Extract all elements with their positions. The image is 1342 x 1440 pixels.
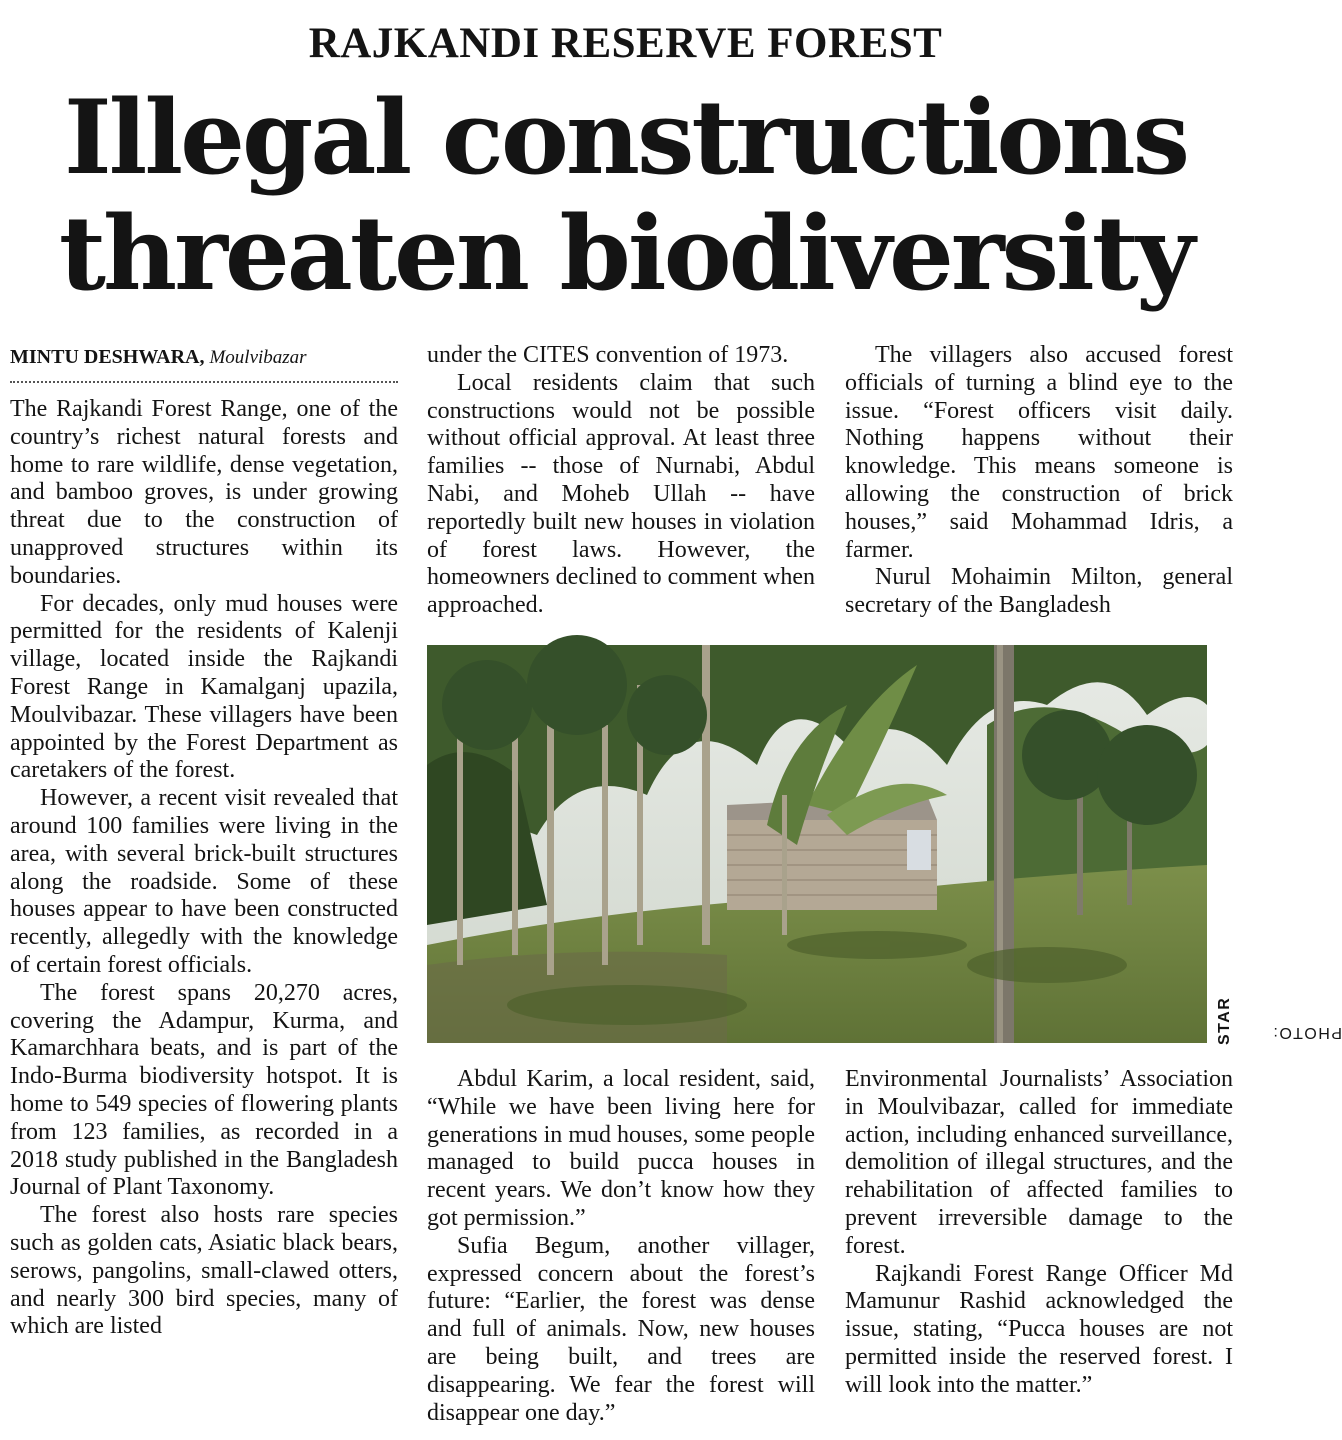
forest-house-photo [427, 645, 1207, 1043]
photo-credit-label: PHOTO: [1271, 1024, 1342, 1041]
photo-credit-source: STAR [1216, 996, 1233, 1045]
paragraph: Nurul Mohaimin Milton, general secretary of the Bangladesh [845, 564, 1233, 619]
photo-credit [1212, 915, 1342, 1045]
headline-line-2: threaten biodiversity [58, 194, 1193, 314]
paragraph: Local residents claim that such constructions would not be possible without official approval. At least three families -- those of Nurnabi, Abdul Nabi, and Moheb Ullah -- have reportedly built new houses in violation of forest laws. However, the homeowners declined to comment when approached. [427, 369, 815, 619]
article-column-2-top [427, 342, 815, 620]
paragraph: The Rajkandi Forest Range, one of the country’s richest natural forests and home to rare wildlife, dense vegetation, and bamboo groves, is under growing threat due to the construction of unapproved structures within its boundaries. [10, 396, 398, 589]
headline-line-1: Illegal constructions [63, 78, 1188, 198]
paragraph: For decades, only mud houses were permitted for the residents of Kalenji village, located inside the Rajkandi Forest Range in Kamalganj upazila, Moulvibazar. These villagers have been appointed by the Forest Department as caretakers of the forest. [10, 590, 398, 784]
paragraph: Abdul Karim, a local resident, said, “While we have been living here for generations in mud houses, some people managed to build pucca houses in recent years. We don’t know how they got permission.” [427, 1066, 815, 1231]
paragraph: Rajkandi Forest Range Officer Md Mamunur Rashid acknowledged the issue, stating, “Pucca houses are not permitted inside the reserved forest. I will look into the matter.” [845, 1260, 1233, 1398]
photo-credit-text [1212, 996, 1342, 1045]
paragraph: The villagers also accused forest officials of turning a blind eye to the issue. “Forest officers visit daily. Nothing happens without their knowledge. This means someone is allowing the construction of brick houses,” said Mohammad Idris, a farmer. [845, 342, 1233, 563]
section-kicker: RAJKANDI RESERVE FOREST [308, 20, 943, 67]
paragraph: Environmental Journalists’ Association in Moulvibazar, called for immediate action, including enhanced surveillance, demolition of illegal structures, and the rehabilitation of affected families to prevent irreversible damage to the forest. [845, 1066, 1233, 1259]
byline [10, 344, 398, 383]
paragraph: under the CITES convention of 1973. [427, 342, 789, 368]
article-column-2-bottom [427, 1066, 815, 1427]
dateline-place: Moulvibazar [209, 347, 307, 368]
author-name: MINTU DESHWARA, [10, 346, 205, 368]
article-column-1 [10, 396, 398, 1341]
article-photo [427, 645, 1207, 1043]
paragraph: Sufia Begum, another villager, expressed concern about the forest’s future: “Earlier, the forest was dense and full of animals. Now, new houses are being built, and trees are disappearing. We fear the forest will disappear one day.” [427, 1232, 815, 1426]
article-column-3-top [845, 342, 1233, 620]
article-column-3-bottom [845, 1066, 1233, 1400]
headline [0, 80, 1251, 312]
paragraph: The forest also hosts rare species such as golden cats, Asiatic black bears, serows, pangolins, small-clawed otters, and nearly 300 bird species, many of which are listed [10, 1202, 398, 1340]
paragraph: However, a recent visit revealed that around 100 families were living in the area, with several brick-built structures along the roadside. Some of these houses appear to have been constructed recently, allegedly with the knowledge of certain forest officials. [10, 785, 398, 978]
paragraph: The forest spans 20,270 acres, covering the Adampur, Kurma, and Kamarchhara beats, and is part of the Indo-Burma biodiversity hotspot. It is home to 549 species of flowering plants from 123 families, as recorded in a 2018 study published in the Bangladesh Journal of Plant Taxonomy. [10, 979, 398, 1201]
